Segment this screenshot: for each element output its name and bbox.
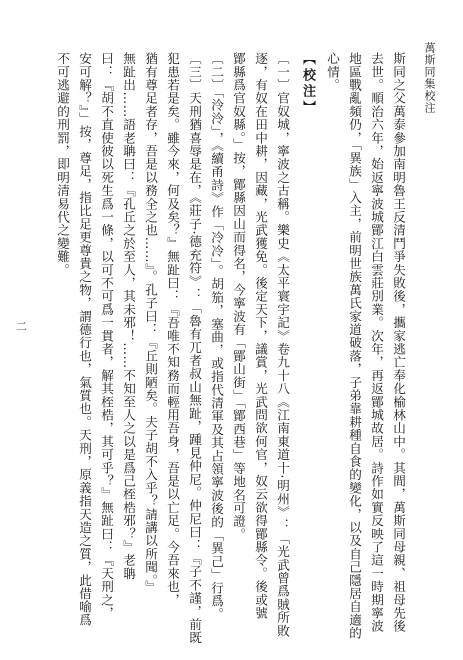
note-line: 猶有尊足者存，吾是以務全之也……』。孔子曰：『丘則陋矣。夫子胡不入乎？請講以所聞。』	[143, 52, 158, 594]
note-line: 〔一〕官奴城，寧波之古稱。樂史《太平寰宇記》卷九十八《江南東道十·明州》：「光武曾爲賊所敗	[275, 52, 290, 638]
section-heading-notes	[293, 52, 321, 612]
note-line: 鄮縣爲官奴縣。」按，鄮縣因山而得名，今寧波有「鄮山街」「鄮西巷」等地名可證。	[231, 52, 246, 541]
intro-line: 斯同之父萬泰參加南明魯王反清鬥爭失敗後，攜家逃亡奉化榆林山中。其間，萬斯同母親、祖母先後	[391, 52, 406, 633]
note-line: 無趾出……語老聃曰：『孔丘之於至人，其未邪！……不知至人之以是爲己桎梏邪？』老聃	[121, 52, 136, 580]
intro-line: 心情。	[325, 52, 340, 92]
heading-open-bracket: 【	[300, 52, 315, 68]
intro-line: 地區戰亂頻仍，「異族」入主，前明世族萬氏家道破落，子弟靠耕種自食的變化，以及自己隱居自適的	[347, 52, 362, 640]
note-line: 犯患若是矣。雖今來，何及矣？』無趾曰：『吾唯不知務而輕用吾身，吾是以亡足。今吾來也，	[165, 52, 180, 607]
note-line: 不可逃避的刑罰，即明清易代之變難。	[55, 52, 70, 277]
note-line: 安可解？』」按，尊足，指比足更尊貴之物，謂德行也，氣質也。天刑，原義指天造之質，此借喻爲	[77, 52, 92, 627]
note-line: 〔三〕天刑猶喜辱是在，《莊子·德充符》：「魯有兀者叔山無趾，踵見仲尼。仲尼曰：『子不謹，前既	[187, 52, 202, 645]
heading-text: 校注	[300, 68, 315, 100]
page-number: 二	[16, 320, 27, 333]
main-text-block	[51, 52, 409, 645]
note-line: 〔二〕「泠泠」，《續甬詩》作「冷冷」。胡笳，塞曲，或指代清軍及其占領寧波後的「異己」行爲。	[209, 52, 224, 621]
note-line: 逐，有奴在田中耕，因藏，光武獲免。後定天下，議賞，光武問欲何官，奴云欲得鄮縣令。後或號	[253, 52, 268, 620]
note-line: 曰：『胡不直使彼以死生爲一條，以可不可爲一貫者，解其桎梏，其可乎？』無趾曰：『天刑之，	[99, 52, 114, 620]
intro-line: 去世。順治六年，始返寧波城鄮江白雲莊別業。次年，再返鄮城故居。詩作如實反映了這一時期寧波	[369, 52, 384, 633]
heading-close-bracket: 】	[300, 100, 315, 116]
running-header-title: 萬斯同集校注	[423, 42, 436, 114]
